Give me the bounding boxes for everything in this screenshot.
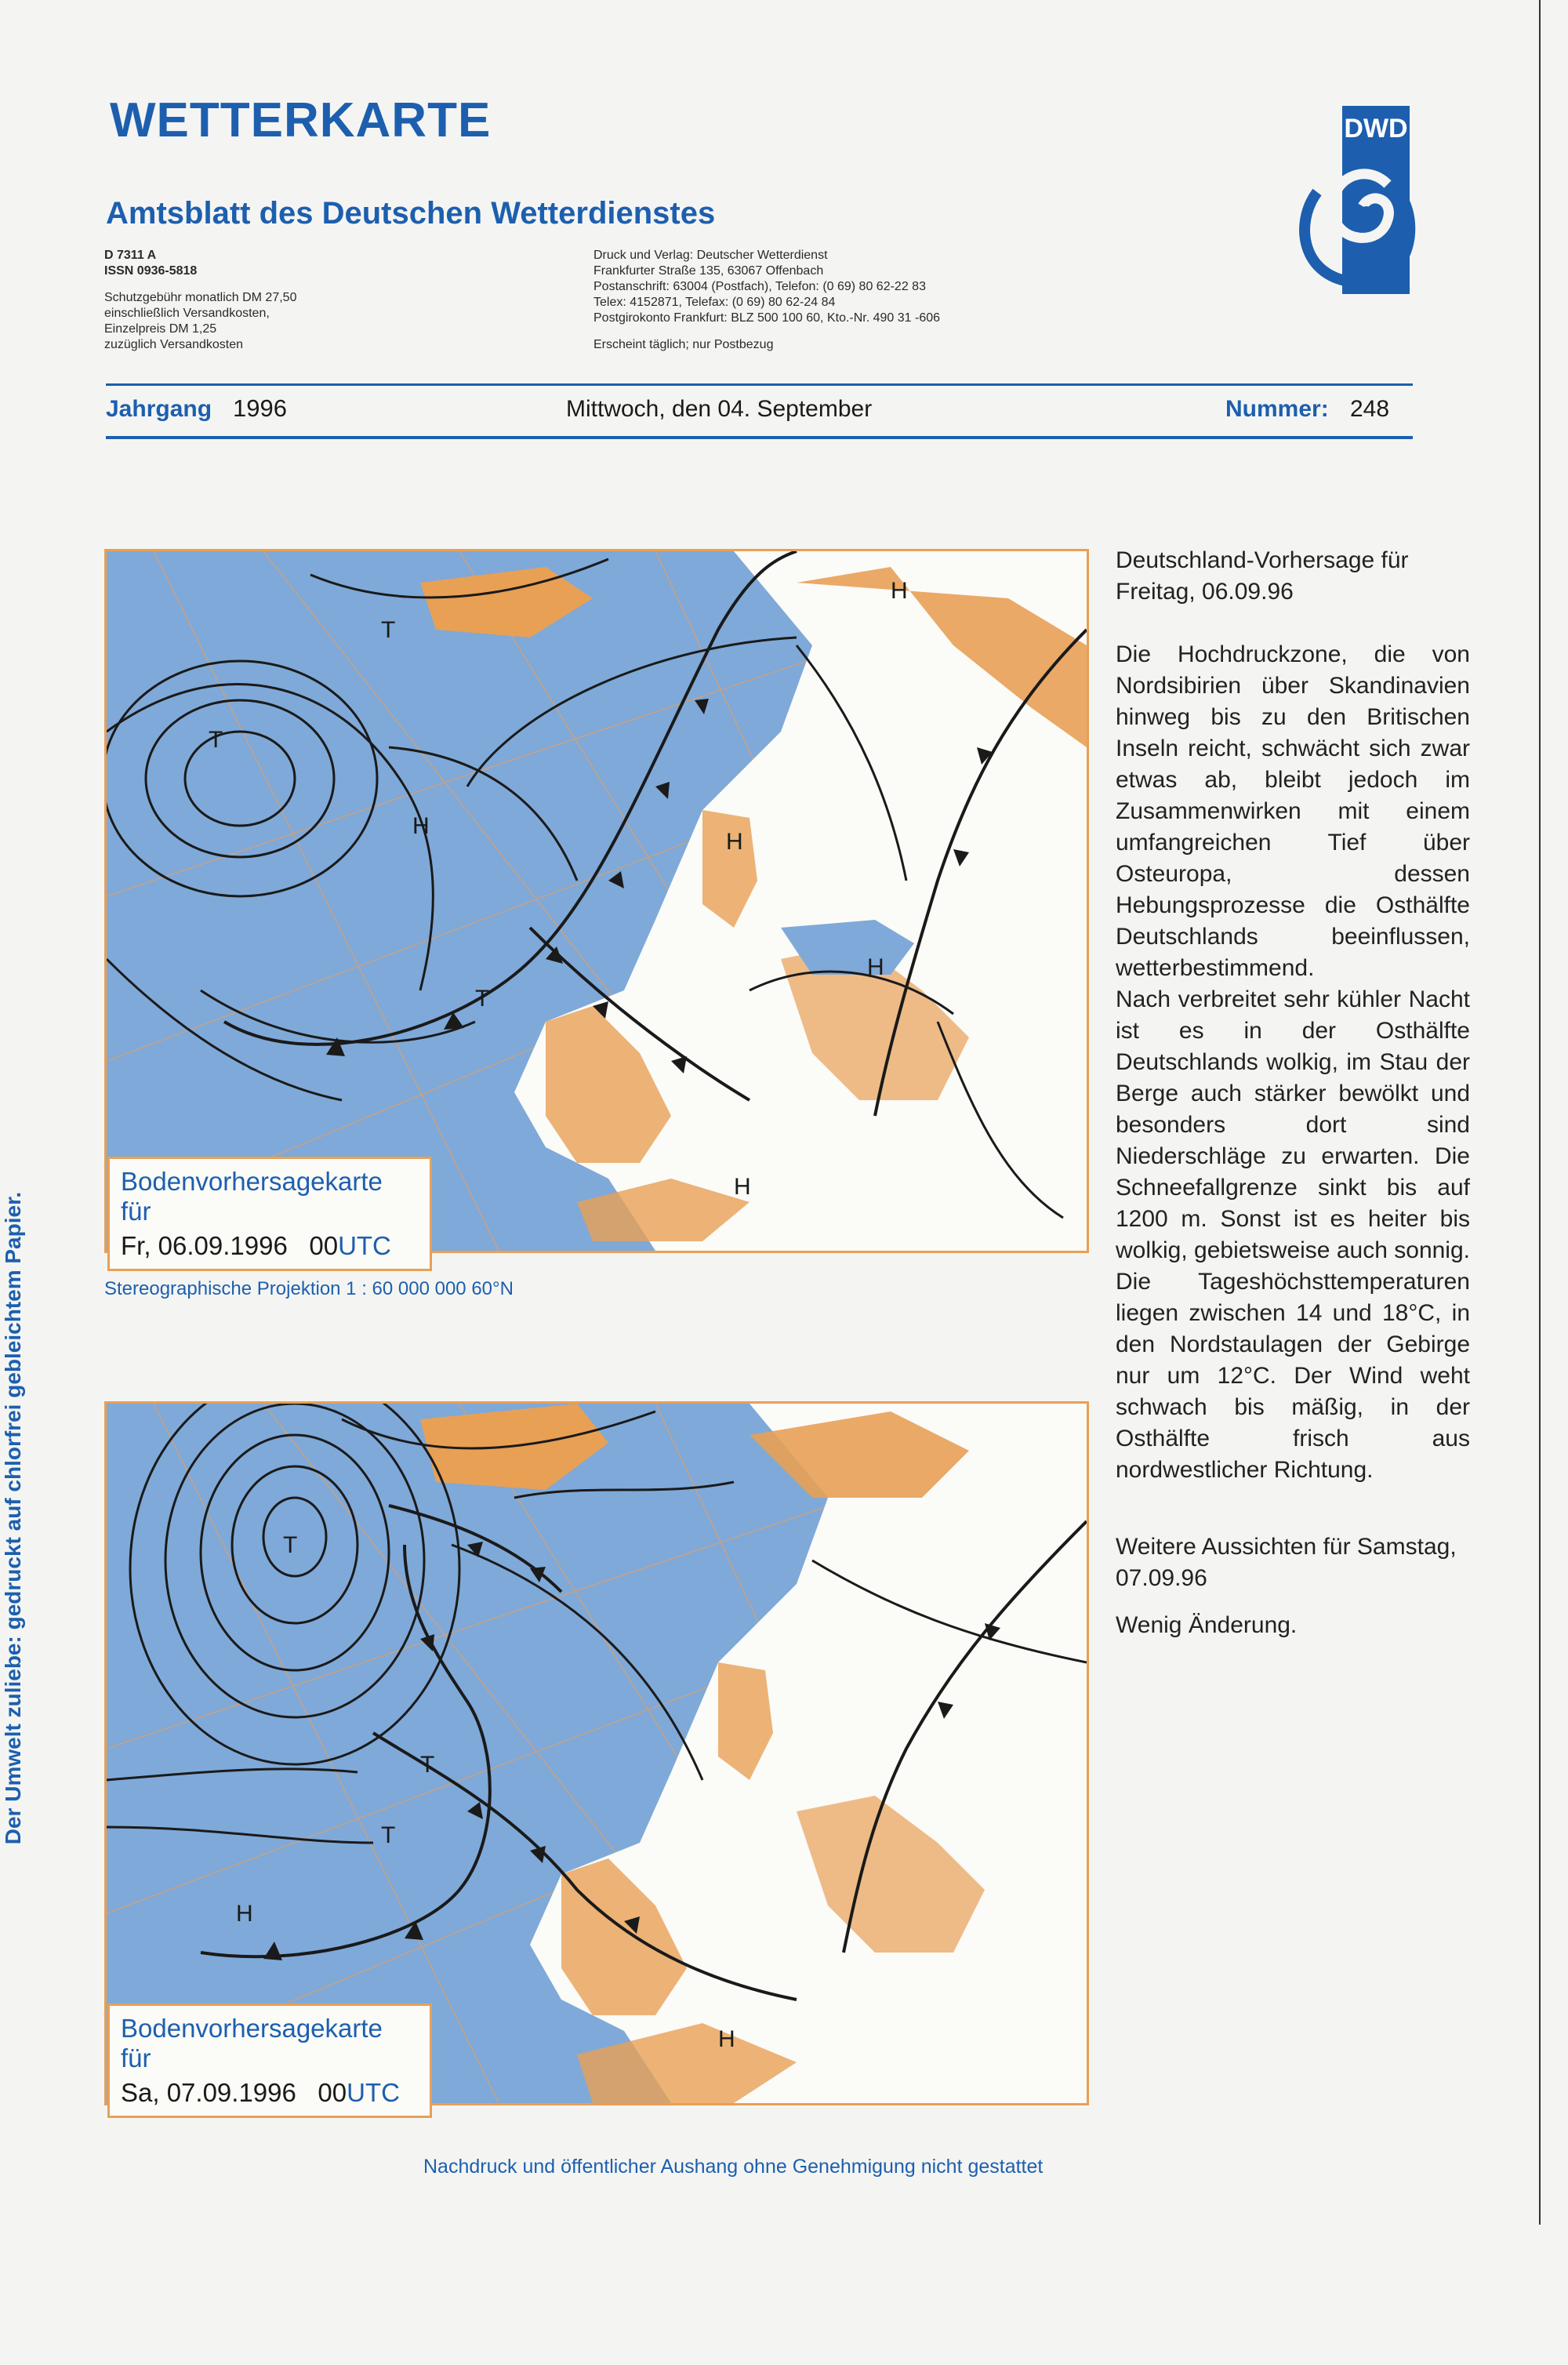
- dwd-logo: [1270, 106, 1427, 294]
- outlook-heading: Weitere Aussichten für Samstag, 07.09.96: [1116, 1534, 1457, 1591]
- frequency-line: Erscheint täglich; nur Postbezug: [593, 338, 774, 351]
- publication-info-right: [593, 248, 1142, 353]
- telex-line: Telex: 4152871, Telefax: (0 69) 80 62-24 84: [593, 296, 836, 309]
- svg-text:H: H: [236, 1901, 253, 1927]
- price-line: zuzüglich Versandkosten: [104, 338, 243, 351]
- svg-text:T: T: [381, 617, 396, 643]
- caption-date-line: [121, 2078, 419, 2108]
- newspaper-title: WETTERKARTE: [110, 93, 492, 147]
- issn: ISSN 0936-5818: [104, 264, 198, 278]
- publication-code: D 7311 A: [104, 249, 157, 262]
- header-rule-top: [106, 383, 1413, 386]
- svg-text:T: T: [475, 986, 490, 1012]
- svg-text:T: T: [209, 727, 223, 753]
- map-graphic: [107, 1404, 1087, 2103]
- caption-title: Bodenvorhersagekarte für: [121, 2014, 383, 2073]
- issue-date: Mittwoch, den 04. September: [566, 396, 873, 422]
- publication-info-left: [104, 248, 387, 353]
- forecast-column: [1116, 545, 1470, 1641]
- forecast-paragraph: Nach verbreitet sehr kühler Nacht ist es in der Osthälfte Deutschlands wolkig, im Stau der Berge auch stärker bewölkt und besonders dort sind Niederschläge zu erwarten. Die Schneefallgrenze sinkt bis auf 1200 m. Sonst ist es heiter bis wolkig, gebietsweise auch sonnig. Die Tageshöchsttemperaturen liegen zwischen 14 und 18°C, in den Nordstaulagen der Gebirge nur um 12°C. Der Wind weht schwach bis mäßig, in der Osthälfte frisch aus nordwestlicher Richtung.: [1116, 986, 1470, 1483]
- outlook-text: Wenig Änderung.: [1116, 1612, 1298, 1638]
- price-line: Einzelpreis DM 1,25: [104, 322, 217, 336]
- newspaper-subtitle: Amtsblatt des Deutschen Wetterdienstes: [106, 196, 716, 231]
- publisher-line: Druck und Verlag: Deutscher Wetterdienst: [593, 249, 828, 262]
- caption-utc: UTC: [347, 2078, 400, 2107]
- svg-text:T: T: [381, 1822, 396, 1848]
- svg-text:T: T: [420, 1752, 435, 1778]
- svg-text:H: H: [867, 954, 884, 980]
- svg-text:H: H: [726, 829, 743, 855]
- caption-date: Sa, 07.09.1996: [121, 2078, 296, 2107]
- svg-text:H: H: [412, 813, 430, 839]
- fee-line: einschließlich Versandkosten,: [104, 307, 270, 320]
- year-value: 1996: [233, 394, 287, 422]
- address-line: Frankfurter Straße 135, 63067 Offenbach: [593, 264, 824, 278]
- reprint-notice: Nachdruck und öffentlicher Aushang ohne Genehmigung nicht gestattet: [423, 2156, 1044, 2178]
- caption-time: 00: [318, 2078, 347, 2107]
- map-caption-saturday: [107, 2004, 432, 2118]
- number-value: 248: [1350, 396, 1390, 422]
- recycling-note: Der Umwelt zuliebe: gedruckt auf chlorfrei gebleichtem Papier.: [1, 1191, 25, 1845]
- fee-line: Schutzgebühr monatlich DM 27,50: [104, 291, 297, 304]
- svg-text:T: T: [283, 1532, 298, 1558]
- map-caption-friday: [107, 1157, 432, 1271]
- svg-text:H: H: [734, 1174, 751, 1200]
- caption-time: 00: [309, 1231, 339, 1260]
- forecast-heading: Deutschland-Vorhersage für Freitag, 06.09.96: [1116, 547, 1409, 605]
- blank-line: [104, 279, 387, 290]
- header-rule-bottom: [106, 436, 1413, 439]
- caption-date: Fr, 06.09.1996: [121, 1231, 288, 1260]
- forecast-paragraph: Die Hochdruckzone, die von Nordsibirien über Skandinavien hinweg bis zu den Britischen Inseln reicht, schwächt sich zwar etwas ab, bleibt jedoch im Zusammenwirken mit einem umfangreichen Tief über Osteuropa, dessen Hebungsprozesse die Osthälfte Deutschlands beeinflussen, wetterbestimmend.: [1116, 641, 1470, 981]
- caption-title: Bodenvorhersagekarte für: [121, 1167, 383, 1226]
- weather-map-friday: [104, 549, 1089, 1253]
- caption-date-line: [121, 1231, 419, 1261]
- postal-line: Postanschrift: 63004 (Postfach), Telefon: (0 69) 80 62-22 83: [593, 280, 926, 293]
- blank-line: [593, 326, 1142, 337]
- svg-text:H: H: [718, 2026, 735, 2052]
- projection-note: Stereographische Projektion 1 : 60 000 000 60°N: [104, 1278, 514, 1299]
- map-graphic: [107, 551, 1087, 1251]
- number-label: Nummer:: [1225, 396, 1329, 422]
- year-label: Jahrgang: [106, 396, 212, 422]
- svg-text:H: H: [891, 578, 908, 604]
- account-line: Postgirokonto Frankfurt: BLZ 500 100 60, Kto.-Nr. 490 31 -606: [593, 311, 941, 325]
- weather-map-saturday: [104, 1401, 1089, 2105]
- caption-utc: UTC: [338, 1231, 391, 1260]
- page-edge-line: [1539, 0, 1541, 2225]
- dwd-logo-text: DWD: [1344, 114, 1408, 143]
